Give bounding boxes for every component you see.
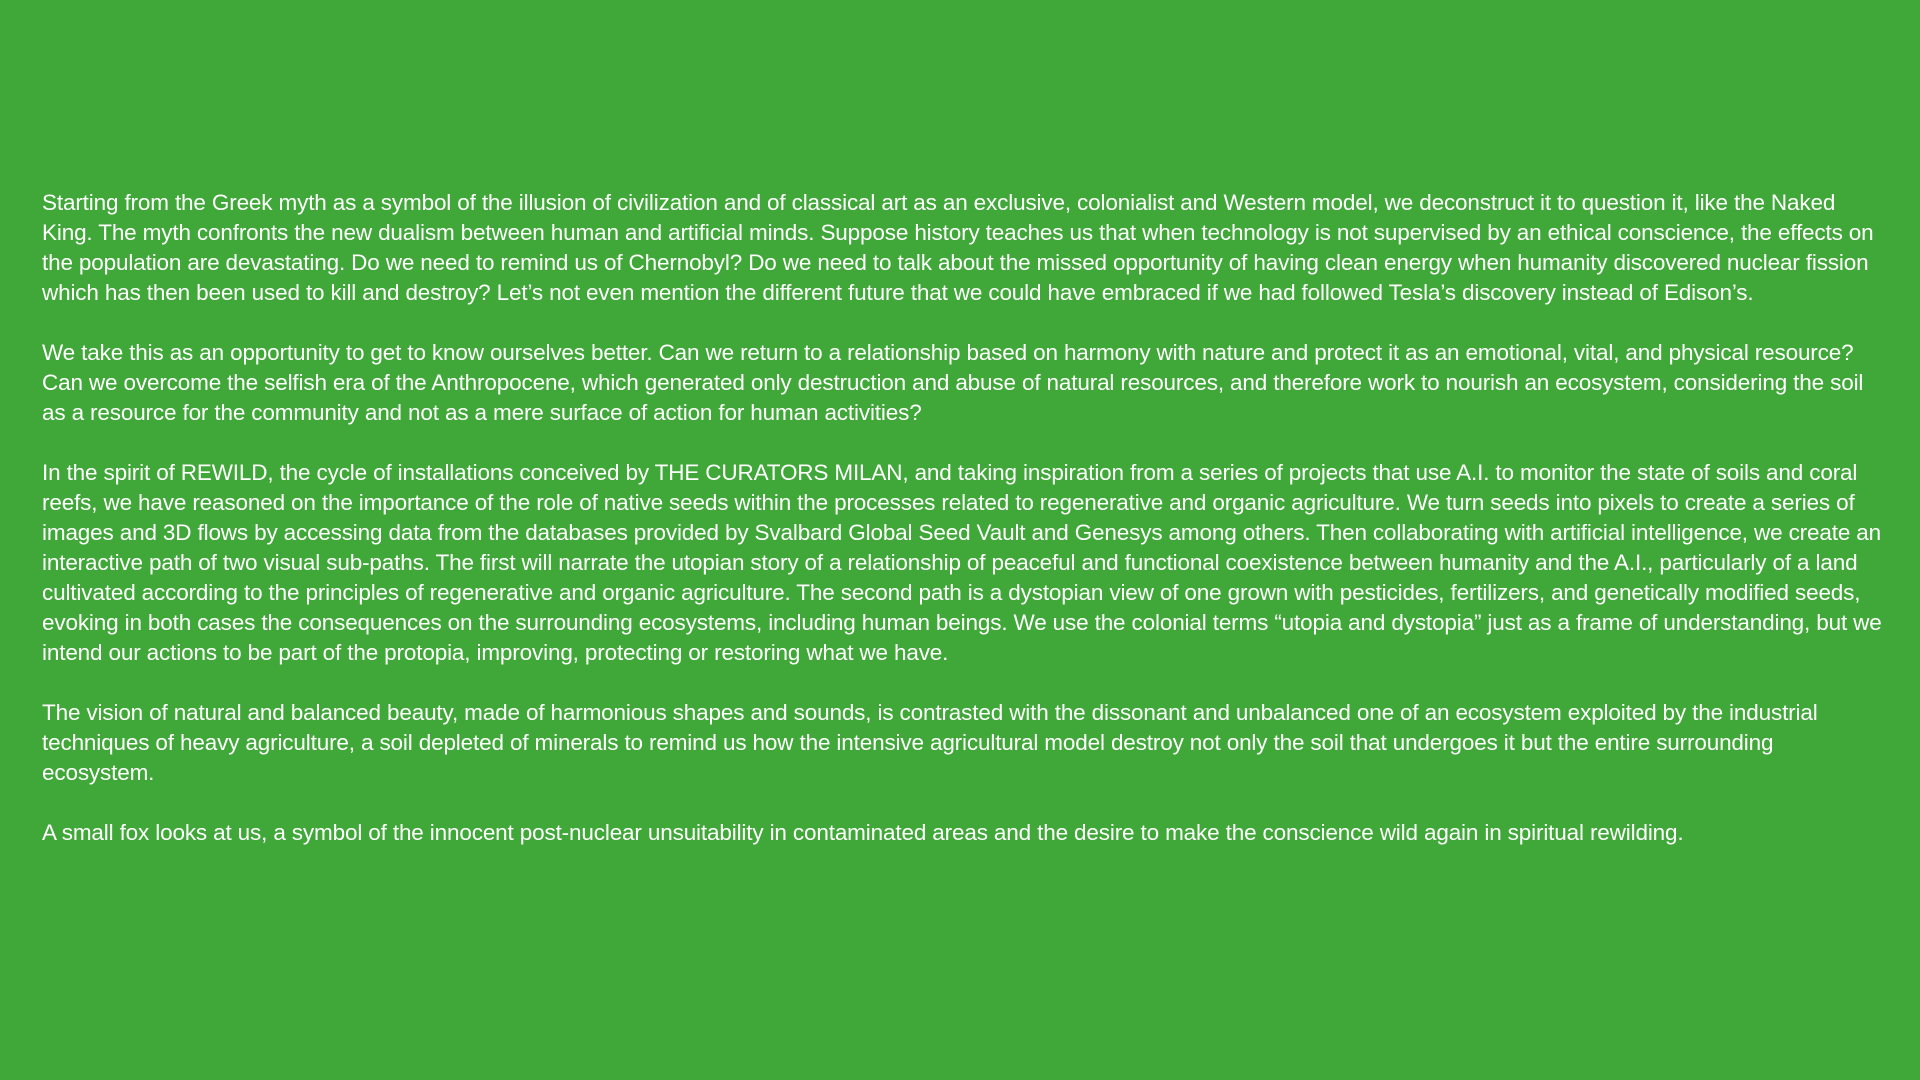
statement-text-block	[42, 188, 1887, 878]
paragraph-greek-myth: Starting from the Greek myth as a symbol of the illusion of civilization and of classical art as an exclusive, colonialist and Western model, we deconstruct it to question it, like the Naked King. The myth confronts the new dualism between human and artificial minds. Suppose history teaches us that when technology is not supervised by an ethical conscience, the effects on the population are devastating. Do we need to remind us of Chernobyl? Do we need to talk about the missed opportunity of having clean energy when humanity discovered nuclear fission which has then been used to kill and destroy? Let’s not even mention the different future that we could have embraced if we had followed Tesla’s discovery instead of Edison’s.	[42, 190, 1874, 305]
paragraph-rewild-project: In the spirit of REWILD, the cycle of installations conceived by THE CURATORS MILAN, and taking inspiration from a series of projects that use A.I. to monitor the state of soils and coral reefs, we have reasoned on the importance of the role of native seeds within the processes related to regenerative and organic agriculture. We turn seeds into pixels to create a series of images and 3D flows by accessing data from the databases provided by Svalbard Global Seed Vault and Genesys among others. Then collaborating with artificial intelligence, we create an interactive path of two visual sub-paths. The first will narrate the utopian story of a relationship of peaceful and functional coexistence between humanity and the A.I., particularly of a land cultivated according to the principles of regenerative and organic agriculture. The second path is a dystopian view of one grown with pesticides, fertilizers, and genetically modified seeds, evoking in both cases the consequences on the surrounding ecosystems, including human beings. We use the colonial terms “utopia and dystopia” just as a frame of understanding, but we intend our actions to be part of the protopia, improving, protecting or restoring what we have.	[42, 460, 1882, 665]
paragraph-small-fox: A small fox looks at us, a symbol of the innocent post-nuclear unsuitability in contaminated areas and the desire to make the conscience wild again in spiritual rewilding.	[42, 820, 1684, 845]
paragraph-natural-beauty: The vision of natural and balanced beauty, made of harmonious shapes and sounds, is contrasted with the dissonant and unbalanced one of an ecosystem exploited by the industrial techniques of heavy agriculture, a soil depleted of minerals to remind us how the intensive agricultural model destroy not only the soil that undergoes it but the entire surrounding ecosystem.	[42, 700, 1818, 785]
paragraph-know-ourselves: We take this as an opportunity to get to know ourselves better. Can we return to a relationship based on harmony with nature and protect it as an emotional, vital, and physical resource? Can we overcome the selfish era of the Anthropocene, which generated only destruction and abuse of natural resources, and therefore work to nourish an ecosystem, considering the soil as a resource for the community and not as a mere surface of action for human activities?	[42, 340, 1864, 425]
